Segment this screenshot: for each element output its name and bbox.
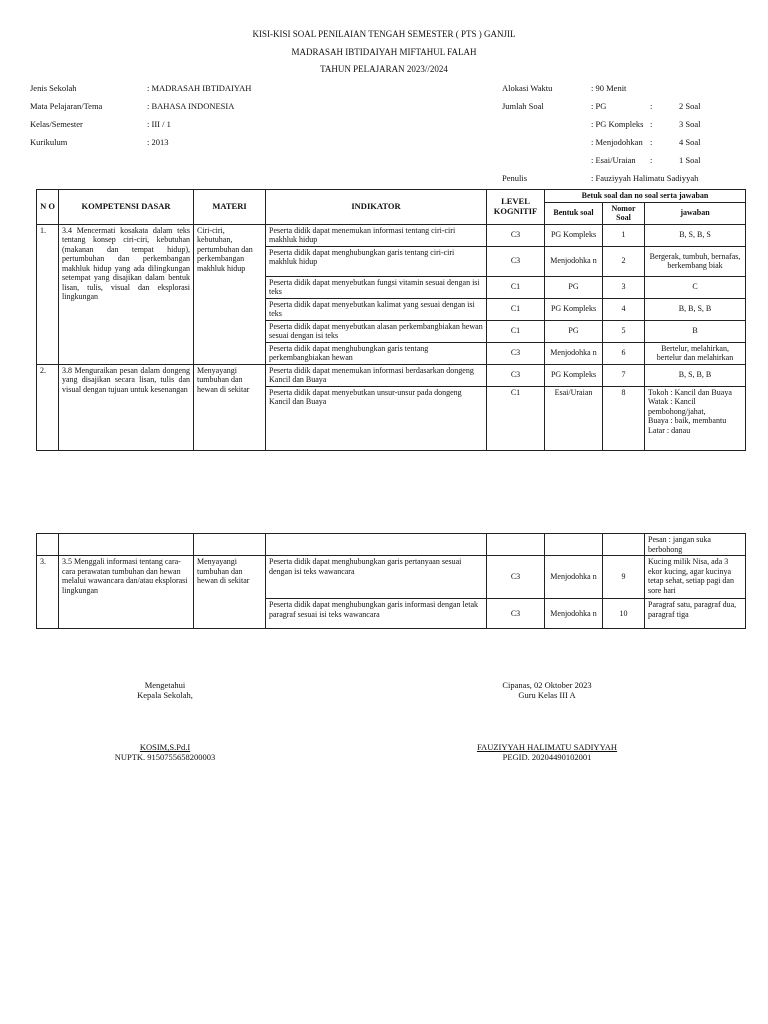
empty-cell bbox=[487, 534, 545, 556]
indikator-cell: Peserta didik dapat menghubungkan garis pertanyaan sesuai dengan isi teks wawancara bbox=[266, 556, 487, 599]
nomor-cell: 5 bbox=[603, 320, 645, 342]
jumlah-count: 4 Soal bbox=[679, 137, 701, 147]
header-level: LEVEL KOGNITIF bbox=[487, 190, 545, 225]
info-value: : BAHASA INDONESIA bbox=[147, 101, 235, 111]
level-cell: C3 bbox=[487, 556, 545, 599]
info-right-block bbox=[502, 83, 752, 191]
header-group: Betuk soal dan no soal serta jawaban bbox=[545, 190, 746, 203]
sign-left-line2: Kepala Sekolah, bbox=[137, 690, 193, 700]
header-materi: MATERI bbox=[194, 190, 266, 225]
signature-left-name-block bbox=[95, 742, 235, 762]
indikator-cell: Peserta didik dapat menghubungkan garis tentang ciri-ciri makhluk hidup bbox=[266, 246, 487, 276]
jawaban-cell: B, S, B, B bbox=[645, 364, 746, 386]
info-label: Mata Pelajaran/Tema bbox=[30, 101, 103, 111]
nomor-cell: 4 bbox=[603, 298, 645, 320]
sign-right-name: FAUZIYYAH HALIMATU SADIYYAH bbox=[476, 742, 618, 752]
kisi-kisi-table bbox=[36, 189, 746, 451]
empty-cell bbox=[37, 534, 59, 556]
jawaban-cell: B, B, S, B bbox=[645, 298, 746, 320]
jawaban-cell: B, S, B, S bbox=[645, 224, 746, 246]
bentuk-cell: PG bbox=[545, 276, 603, 298]
jumlah-label: Jumlah Soal bbox=[502, 101, 544, 111]
bentuk-cell: PG bbox=[545, 320, 603, 342]
jumlah-count: 3 Soal bbox=[679, 119, 701, 129]
nomor-cell: 9 bbox=[603, 556, 645, 599]
signature-left bbox=[100, 680, 230, 700]
bentuk-cell: Esai/Uraian bbox=[545, 386, 603, 450]
bentuk-cell: Menjodohka n bbox=[545, 599, 603, 629]
penulis-label: Penulis bbox=[502, 173, 528, 183]
nomor-cell: 10 bbox=[603, 599, 645, 629]
indikator-cell: Peserta didik dapat menemukan informasi tentang ciri-ciri makhluk hidup bbox=[266, 224, 487, 246]
nomor-cell: 6 bbox=[603, 342, 645, 364]
row-no: 1. bbox=[37, 224, 59, 364]
sign-right-id: PEGID. 20204490102001 bbox=[502, 752, 592, 762]
indikator-cell: Peserta didik dapat menghubungkan garis informasi dengan letak paragraf sesuai isi teks wawancara bbox=[266, 599, 487, 629]
jumlah-sep: : bbox=[650, 137, 653, 147]
header-indikator: INDIKATOR bbox=[266, 190, 487, 225]
signature-right-name-block bbox=[462, 742, 632, 762]
row-no: 2. bbox=[37, 364, 59, 450]
jawaban-cell: Kucing milik Nisa, ada 3 ekor kucing, agar kucinya tetap sehat, setiap pagi dan sore hari bbox=[645, 556, 746, 599]
level-cell: C3 bbox=[487, 246, 545, 276]
kd-text: 3.8 Menguraikan pesan dalam dongeng yang disajikan secara lisan, tulis dan visual dengan tujuan untuk kesenangan bbox=[59, 364, 194, 450]
indikator-cell: Peserta didik dapat menyebutkan unsur-unsur pada dongeng Kancil dan Buaya bbox=[266, 386, 487, 450]
doc-title-line1: KISI-KISI SOAL PENILAIAN TENGAH SEMESTER ( PTS ) GANJIL bbox=[252, 29, 516, 39]
jumlah-type: : Menjodohkan bbox=[591, 137, 643, 147]
sign-right-line1: Cipanas, 02 Oktober 2023 bbox=[502, 680, 592, 690]
header-bentuk: Bentuk soal bbox=[545, 202, 603, 224]
level-cell: C3 bbox=[487, 224, 545, 246]
info-value: : MADRASAH IBTIDAIYAH bbox=[147, 83, 252, 93]
bentuk-cell: PG Kompleks bbox=[545, 298, 603, 320]
bentuk-cell: PG Kompleks bbox=[545, 364, 603, 386]
bentuk-cell: Menjodohka n bbox=[545, 342, 603, 364]
doc-title-line3: TAHUN PELAJARAN 2023//2024 bbox=[320, 64, 448, 74]
info-value: : 2013 bbox=[147, 137, 169, 147]
jawaban-cell: Bertelur, melahirkan, bertelur dan melahirkan bbox=[645, 342, 746, 364]
level-cell: C1 bbox=[487, 298, 545, 320]
header-kd: KOMPETENSI DASAR bbox=[59, 190, 194, 225]
bentuk-cell: PG Kompleks bbox=[545, 224, 603, 246]
indikator-cell: Peserta didik dapat menghubungkan garis tentang perkembangbiakan hewan bbox=[266, 342, 487, 364]
header-jawaban: jawaban bbox=[645, 202, 746, 224]
indikator-cell: Peserta didik dapat menyebutkan fungsi vitamin sesuai dengan isi teks bbox=[266, 276, 487, 298]
penulis-value: : Fauziyyah Halimatu Sadiyyah bbox=[591, 173, 699, 183]
indikator-cell: Peserta didik dapat menemukan informasi berdasarkan dongeng Kancil dan Buaya bbox=[266, 364, 487, 386]
level-cell: C1 bbox=[487, 320, 545, 342]
materi-text: Menyayangi tumbuhan dan hewan di sekitar bbox=[194, 364, 266, 450]
row-no: 3. bbox=[37, 556, 59, 629]
empty-cell bbox=[194, 534, 266, 556]
empty-cell bbox=[266, 534, 487, 556]
empty-cell bbox=[545, 534, 603, 556]
jumlah-sep: : bbox=[650, 101, 653, 111]
jawaban-cell: Tokoh : Kancil dan Buaya Watak : Kancil pembohong/jahat, Buaya : baik, membantu Latar : danau bbox=[645, 386, 746, 450]
alokasi-value: : 90 Menit bbox=[591, 83, 627, 93]
jawaban-cell: B bbox=[645, 320, 746, 342]
sign-left-name: KOSIM,S.Pd.I bbox=[139, 742, 191, 752]
info-label: Jenis Sekolah bbox=[30, 83, 77, 93]
level-cell: C3 bbox=[487, 342, 545, 364]
info-value: : III / 1 bbox=[147, 119, 171, 129]
jumlah-type: : Esai/Uraian bbox=[591, 155, 636, 165]
kd-text: 3.4 Mencermati kosakata dalam teks tentang konsep ciri-ciri, kebutuhan (makanan dan tempat hidup), pertumbuhan dan perkembangan makhluk hidup yang ada dilingkungan setempat yang disajikan dalam bentuk lisan, tulis, visual dan eksplorasi lingkungan bbox=[59, 224, 194, 364]
jumlah-sep: : bbox=[650, 155, 653, 165]
jawaban-continuation: Pesan : jangan suka berbohong bbox=[645, 534, 746, 556]
materi-text: Menyayangi tumbuhan dan hewan di sekitar bbox=[194, 556, 266, 629]
jumlah-type: : PG bbox=[591, 101, 607, 111]
sign-left-line1: Mengetahui bbox=[144, 680, 186, 690]
jumlah-count: 2 Soal bbox=[679, 101, 701, 111]
info-label: Kelas/Semester bbox=[30, 119, 83, 129]
nomor-cell: 7 bbox=[603, 364, 645, 386]
level-cell: C1 bbox=[487, 276, 545, 298]
materi-text: Ciri-ciri, kebutuhan, pertumbuhan dan perkembangan makhluk hidup bbox=[194, 224, 266, 364]
jumlah-count: 1 Soal bbox=[679, 155, 701, 165]
level-cell: C3 bbox=[487, 364, 545, 386]
jumlah-sep: : bbox=[650, 119, 653, 129]
indikator-cell: Peserta didik dapat menyebutkan kalimat yang sesuai dengan isi teks bbox=[266, 298, 487, 320]
nomor-cell: 1 bbox=[603, 224, 645, 246]
nomor-cell: 8 bbox=[603, 386, 645, 450]
level-cell: C1 bbox=[487, 386, 545, 450]
sign-right-line2: Guru Kelas III A bbox=[518, 690, 576, 700]
jumlah-type: : PG Kompleks bbox=[591, 119, 644, 129]
empty-cell bbox=[603, 534, 645, 556]
header-no: N O bbox=[37, 190, 59, 225]
info-label: Kurikulum bbox=[30, 137, 68, 147]
alokasi-label: Alokasi Waktu bbox=[502, 83, 553, 93]
kisi-kisi-table-continued bbox=[36, 533, 746, 629]
nomor-cell: 3 bbox=[603, 276, 645, 298]
bentuk-cell: Menjodohka n bbox=[545, 246, 603, 276]
info-left-block bbox=[30, 83, 252, 155]
sign-left-id: NUPTK. 9150755658200003 bbox=[114, 752, 216, 762]
jawaban-cell: C bbox=[645, 276, 746, 298]
jawaban-cell: Bergerak, tumbuh, bernafas, berkembang biak bbox=[645, 246, 746, 276]
signature-right bbox=[470, 680, 624, 700]
nomor-cell: 2 bbox=[603, 246, 645, 276]
indikator-cell: Peserta didik dapat menyebutkan alasan perkembangbiakan hewan sesuai dengan isi teks bbox=[266, 320, 487, 342]
empty-cell bbox=[59, 534, 194, 556]
level-cell: C3 bbox=[487, 599, 545, 629]
bentuk-cell: Menjodohka n bbox=[545, 556, 603, 599]
kd-text: 3.5 Menggali informasi tentang cara-cara perawatan tumbuhan dan hewan melalui wawancara dan/atau eksplorasi lingkungan bbox=[59, 556, 194, 629]
jawaban-cell: Paragraf satu, paragraf dua, paragraf tiga bbox=[645, 599, 746, 629]
header-nomor: Nomor Soal bbox=[603, 202, 645, 224]
doc-title-line2: MADRASAH IBTIDAIYAH MIFTAHUL FALAH bbox=[291, 47, 477, 57]
